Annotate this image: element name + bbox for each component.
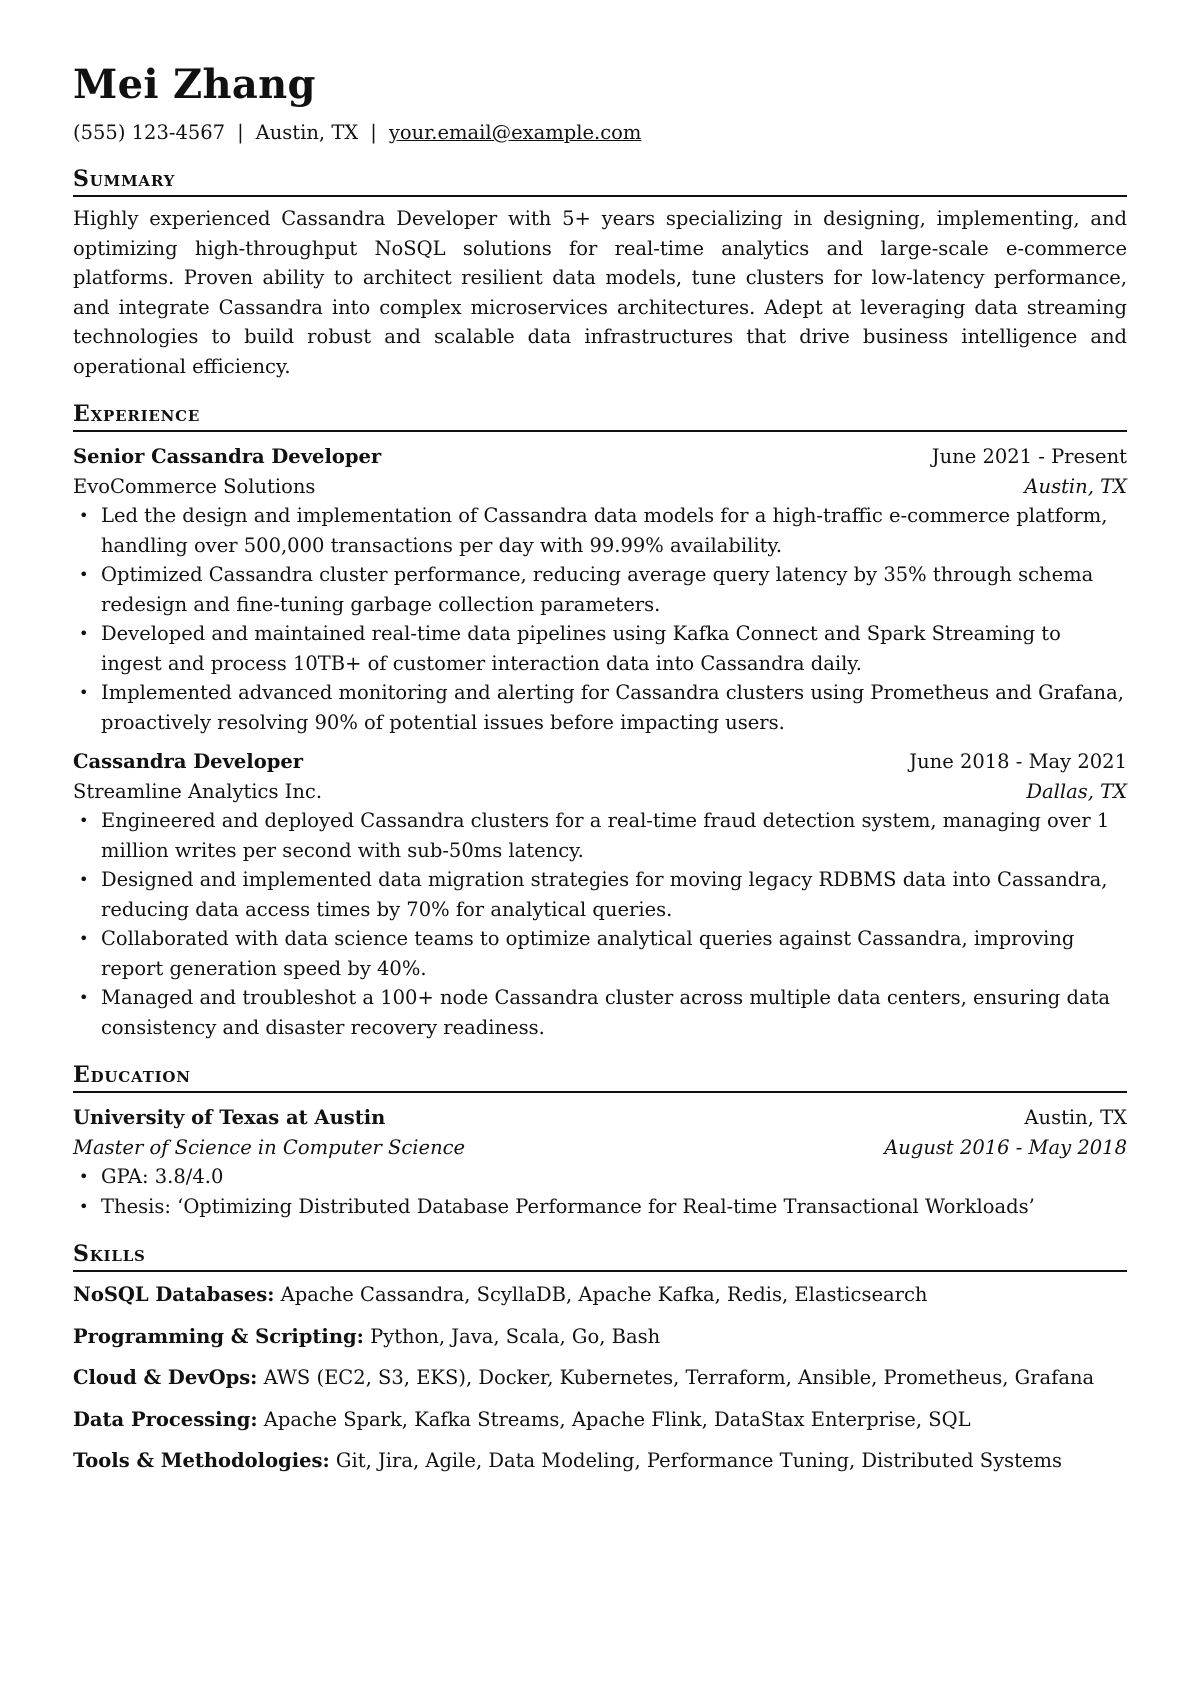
education-header-row [73, 1103, 1127, 1133]
job-bullets [73, 806, 1127, 1042]
job-sub-row [73, 777, 1127, 807]
job-entry [73, 442, 1127, 737]
bullet-icon: • [79, 565, 89, 584]
bullet-text: Thesis: ‘Optimizing Distributed Database Performance for Real-time Transactional Workloads’ [101, 1194, 1035, 1218]
summary-section [73, 164, 1127, 381]
bullet-text: Collaborated with data science teams to optimize analytical queries against Cassandra, improving report generation speed by 40%. [101, 927, 1075, 980]
bullet-icon: • [79, 811, 89, 830]
skill-line [73, 1363, 1127, 1393]
job-header-row [73, 442, 1127, 472]
skill-value: Python, Java, Scala, Go, Bash [370, 1324, 661, 1348]
email-link[interactable]: your.email@example.com [388, 121, 642, 144]
education-section [73, 1060, 1127, 1221]
job-company: EvoCommerce Solutions [73, 474, 316, 498]
bullet-icon: • [79, 1196, 89, 1216]
bullet-text: Designed and implemented data migration strategies for moving legacy RDBMS data into Cassandra, reducing data access times by 70% for analytical queries. [101, 868, 1108, 921]
job-bullets [73, 501, 1127, 737]
bullet-icon: • [79, 870, 89, 889]
list-item [73, 619, 1127, 678]
job-header-row [73, 747, 1127, 777]
bullet-text: Led the design and implementation of Cassandra data models for a high-traffic e-commerce platform, handling over 500,000 transactions per day with 99.99% availability. [101, 504, 1108, 557]
bullet-icon: • [79, 988, 89, 1007]
bullet-icon: • [79, 624, 89, 643]
section-title-education: Education [73, 1060, 1127, 1093]
job-dates: June 2018 - May 2021 [909, 750, 1127, 773]
education-sub-row [73, 1133, 1127, 1163]
skill-value: Apache Spark, Kafka Streams, Apache Flink, DataStax Enterprise, SQL [263, 1407, 971, 1431]
summary-text: Highly experienced Cassandra Developer with 5+ years specializing in designing, implementing, and optimizing high-throughput NoSQL solutions for real-time analytics and large-scale e-commerce platforms. Proven ability to architect resilient data models, tune clusters for low-latency performance, and integrate Cassandra into complex microservices architectures. Adept at leveraging data streaming technologies to build robust and scalable data infrastructures that drive business intelligence and operational efficiency. [73, 207, 1127, 378]
skill-value: Apache Cassandra, ScyllaDB, Apache Kafka, Redis, Elasticsearch [280, 1283, 928, 1306]
bullet-icon: • [79, 506, 89, 525]
skill-line [73, 1446, 1127, 1476]
bullet-icon: • [79, 1167, 89, 1186]
list-item [73, 983, 1127, 1042]
bullet-icon: • [79, 683, 89, 702]
list-item [73, 501, 1127, 560]
phone: (555) 123-4567 [73, 121, 226, 144]
skill-label: Tools & Methodologies: [73, 1449, 330, 1472]
separator: | [370, 121, 377, 144]
skills-section [73, 1239, 1127, 1476]
skill-label: Data Processing: [73, 1407, 258, 1431]
section-title-skills: Skills [73, 1239, 1127, 1272]
bullet-text: Implemented advanced monitoring and alerting for Cassandra clusters using Prometheus and Grafana, proactively resolving 90% of potential issues before impacting users. [101, 681, 1124, 734]
skills-list [73, 1280, 1127, 1476]
list-item [73, 560, 1127, 619]
list-item [73, 806, 1127, 865]
bullet-icon: • [79, 929, 89, 948]
job-location: Austin, TX [1024, 474, 1127, 498]
list-item [73, 1192, 1127, 1222]
job-location: Dallas, TX [1026, 779, 1127, 803]
education-dates: August 2016 - May 2018 [884, 1135, 1127, 1159]
separator: | [237, 121, 244, 144]
education-bullets [73, 1162, 1127, 1221]
list-item [73, 865, 1127, 924]
skill-label: NoSQL Databases: [73, 1283, 275, 1306]
job-sub-row [73, 472, 1127, 502]
candidate-name: Mei Zhang [73, 61, 316, 108]
section-title-summary: Summary [73, 164, 1127, 197]
skill-line [73, 1405, 1127, 1435]
skill-value: AWS (EC2, S3, EKS), Docker, Kubernetes, Terraform, Ansible, Prometheus, Grafana [263, 1366, 1095, 1389]
bullet-text: GPA: 3.8/4.0 [101, 1165, 224, 1188]
skill-label: Programming & Scripting: [73, 1324, 364, 1348]
job-company: Streamline Analytics Inc. [73, 779, 323, 803]
skill-line [73, 1322, 1127, 1352]
school-location: Austin, TX [1024, 1106, 1127, 1129]
resume-page [73, 58, 1127, 1476]
job-role: Cassandra Developer [73, 750, 304, 773]
skill-line [73, 1280, 1127, 1310]
skill-value: Git, Jira, Agile, Data Modeling, Performance Tuning, Distributed Systems [335, 1449, 1063, 1472]
bullet-text: Managed and troubleshot a 100+ node Cassandra cluster across multiple data centers, ensuring data consistency and disaster recovery readiness. [101, 986, 1111, 1039]
location: Austin, TX [255, 121, 359, 144]
bullet-text: Optimized Cassandra cluster performance, reducing average query latency by 35% through schema redesign and fine-tuning garbage collection parameters. [101, 563, 1094, 616]
education-entry [73, 1103, 1127, 1221]
list-item [73, 1162, 1127, 1192]
contact-line [73, 120, 1127, 146]
degree: Master of Science in Computer Science [73, 1135, 466, 1159]
job-entry [73, 747, 1127, 1042]
skill-label: Cloud & DevOps: [73, 1366, 258, 1389]
school-name: University of Texas at Austin [73, 1106, 386, 1129]
list-item [73, 924, 1127, 983]
job-dates: June 2021 - Present [931, 445, 1127, 468]
bullet-text: Developed and maintained real-time data pipelines using Kafka Connect and Spark Streaming to ingest and process 10TB+ of customer interaction data into Cassandra daily. [101, 622, 1061, 675]
section-title-experience: Experience [73, 399, 1127, 432]
bullet-text: Engineered and deployed Cassandra clusters for a real-time fraud detection system, managing over 1 million writes per second with sub-50ms latency. [101, 809, 1110, 862]
list-item [73, 678, 1127, 737]
job-role: Senior Cassandra Developer [73, 445, 382, 468]
experience-section [73, 399, 1127, 1042]
